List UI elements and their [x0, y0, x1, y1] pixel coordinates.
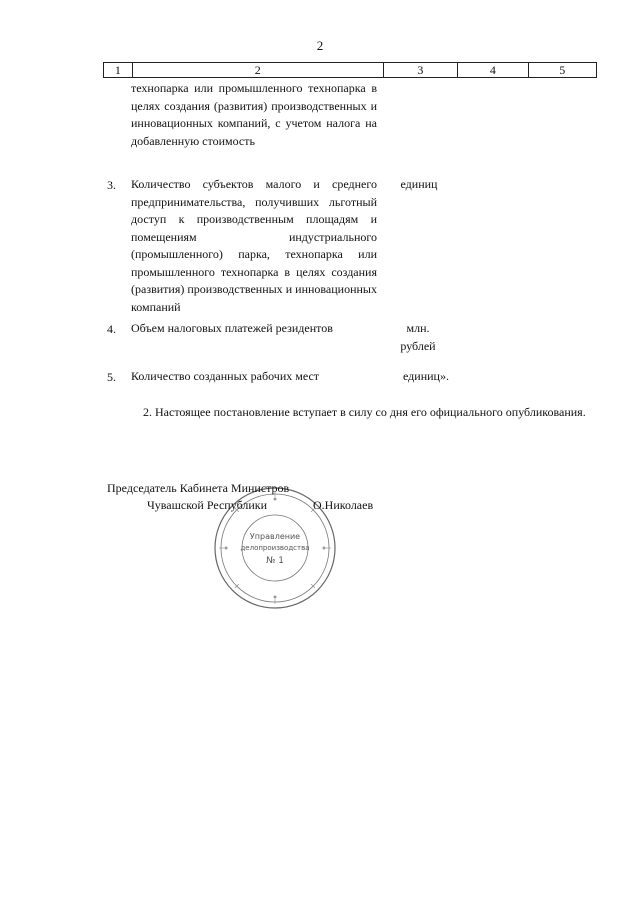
signatory-name: О.Николаев [313, 498, 374, 512]
page-number: 2 [316, 38, 324, 53]
row-4-number: 4. [107, 322, 116, 336]
header-col-3: 3 [384, 63, 458, 77]
seal-center-line2: делопроизводства [240, 544, 310, 552]
signature-line-1: Председатель Кабинета Министров [107, 481, 290, 495]
row-5-text: Количество созданных рабочих мест [131, 369, 320, 383]
header-col-2: 2 [133, 63, 384, 77]
row-4-unit: млн. рублей [400, 321, 436, 353]
row-3-unit: единиц [400, 177, 438, 191]
signature-line-2: Чувашской Республики [147, 498, 268, 512]
row-3-number: 3. [107, 178, 116, 192]
header-col-1: 1 [104, 63, 133, 77]
seal-center-line3: № 1 [266, 556, 284, 566]
closing-paragraph: 2. Настоящее постановление вступает в силу со дня его официального опубликования. [143, 405, 586, 419]
header-col-5: 5 [559, 63, 566, 77]
row-5-unit: единиц». [403, 369, 449, 383]
table-header [103, 62, 597, 78]
row-3-text: Количество субъектов малого и среднего предпринимательства, получивших льготный доступ к производственным площадям и помещениям индустриального (промышленного) парка, технопарка или промышленного технопарка в целях создания (развития) производственных и инновационных компаний [131, 177, 377, 314]
seal-center-line1: Управление [249, 532, 301, 541]
header-col-4: 4 [458, 63, 528, 77]
continuation-text: технопарка или промышленного технопарка в целях создания (развития) производственных и инновационных компаний, с учетом налога на добавленную стоимость [131, 81, 377, 148]
row-5-number: 5. [107, 370, 116, 384]
row-4-text: Объем налоговых платежей резидентов [131, 321, 333, 335]
